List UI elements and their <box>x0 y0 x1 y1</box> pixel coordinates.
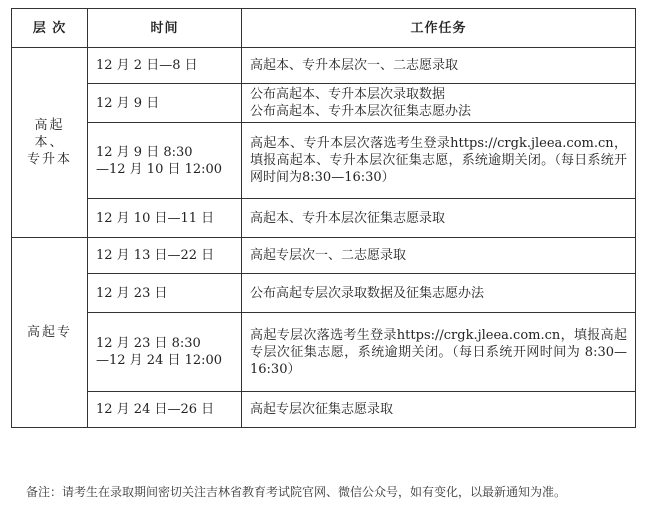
task-text: 高起本、专升本层次一、二志愿录取 <box>250 58 459 73</box>
header-time: 时间 <box>88 9 242 48</box>
time-text: 12 月 2 日—8 日 <box>96 58 198 73</box>
level-cell-gaoqizhuan <box>12 238 88 428</box>
task-cell <box>242 123 636 199</box>
task-text: 高起专层次征集志愿录取 <box>250 402 394 417</box>
task-cell <box>242 392 636 428</box>
level-label: 专升本 <box>26 152 72 167</box>
header-task: 工作任务 <box>242 9 636 48</box>
task-cell <box>242 313 636 392</box>
task-text: 公布高起专层次录取数据及征集志愿办法 <box>250 285 485 301</box>
table-row <box>12 48 636 84</box>
time-text: 12 月 23 日 8:30 <box>96 336 201 351</box>
time-text: 12 月 24 日—26 日 <box>96 402 215 417</box>
task-cell <box>242 238 636 274</box>
time-text: —12 月 10 日 12:00 <box>96 161 223 177</box>
time-text: 12 月 10 日—11 日 <box>96 210 215 226</box>
task-cell <box>242 199 636 238</box>
time-cell <box>88 123 242 199</box>
table-row <box>12 238 636 274</box>
time-cell <box>88 199 242 238</box>
table-row <box>12 392 636 428</box>
schedule-table <box>11 8 636 428</box>
time-cell <box>88 238 242 274</box>
task-cell <box>242 48 636 84</box>
time-text: 12 月 23 日 <box>96 285 168 301</box>
time-cell <box>88 313 242 392</box>
task-cell <box>242 274 636 313</box>
table-row <box>12 274 636 313</box>
table-row <box>12 199 636 238</box>
task-text: 高起本、专升本层次征集志愿录取 <box>250 210 446 226</box>
footnote: 备注：请考生在录取期间密切关注吉林省教育考试院官网、微信公众号，如有变化，以最新通知为准。 <box>26 485 567 499</box>
task-cell <box>242 84 636 123</box>
time-cell <box>88 392 242 428</box>
time-text: 12 月 9 日 8:30 <box>96 144 193 160</box>
table-row <box>12 313 636 392</box>
time-cell <box>88 84 242 123</box>
time-text: 12 月 13 日—22 日 <box>96 248 215 263</box>
time-text: —12 月 24 日 12:00 <box>96 353 223 368</box>
task-text: 高起专层次落选考生登录https://crgk.jleea.com.cn，填报高起专层次征集志愿，系统逾期关闭。（每日系统开网时间为 8:30—16:30） <box>250 327 627 377</box>
task-text: 高起专层次一、二志愿录取 <box>250 248 407 263</box>
table-row <box>12 84 636 123</box>
header-level: 层 次 <box>12 9 88 48</box>
level-label: 高起本、 <box>34 118 65 150</box>
time-text: 12 月 9 日 <box>96 95 160 111</box>
time-cell <box>88 48 242 84</box>
task-text: 高起本、专升本层次落选考生登录https://crgk.jleea.com.cn，填报高起本、专升本层次征集志愿，系统逾期关闭。（每日系统开网时间为8:30—16:30） <box>250 136 627 185</box>
header-row <box>12 9 636 48</box>
level-cell-gaoqiben <box>12 48 88 238</box>
table-row <box>12 123 636 199</box>
task-text: 公布高起本、专升本层次录取数据 <box>250 87 446 102</box>
time-cell <box>88 274 242 313</box>
level-label: 高起专 <box>26 325 72 340</box>
task-text: 公布高起本、专升本层次征集志愿办法 <box>250 104 472 119</box>
